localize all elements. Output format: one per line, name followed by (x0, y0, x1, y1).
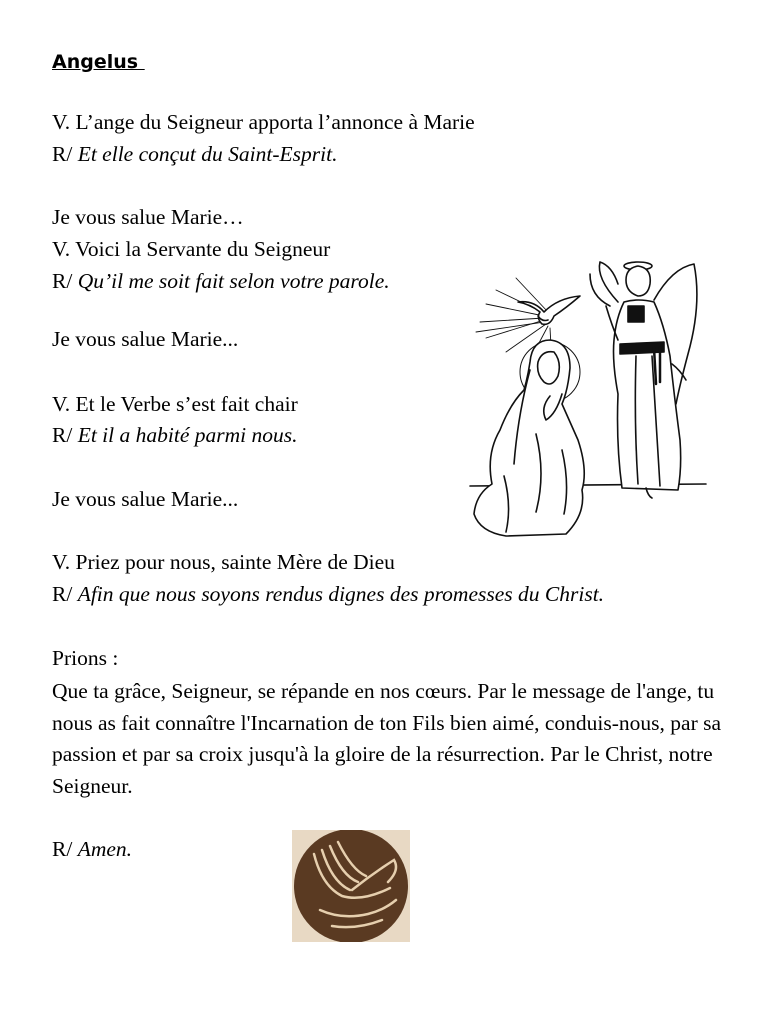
response-prefix: R/ (52, 582, 78, 606)
response-text: Et il a habité parmi nous. (77, 423, 298, 447)
prayer-heading: Prions : (52, 646, 119, 670)
versicle-3: V. Et le Verbe s’est fait chair (52, 392, 298, 416)
final-response (52, 836, 132, 862)
document-title: Angelus (52, 51, 145, 73)
mary-figure (474, 340, 584, 536)
response-text: Amen. (77, 837, 133, 861)
prayer-text: Que ta grâce, Seigneur, se répande en nos cœurs. Par le message de l'ange, tu nous as fait connaître l'Incarnation de ton Fils bien aimé, conduis-nous, par sa passion et par sa croix jusqu'à la gloire de la résurrection. Par le Christ, notre Seigneur. (52, 679, 722, 798)
holy-spirit-dove (518, 296, 580, 324)
angel-figure (590, 262, 697, 498)
annunciation-illustration (466, 244, 710, 540)
response-text: Qu’il me soit fait selon votre parole. (77, 269, 390, 293)
response-4 (52, 581, 604, 607)
response-text: Afin que nous soyons rendus dignes des promesses du Christ. (77, 582, 605, 606)
response-prefix: R/ (52, 142, 78, 166)
hail-mary-1: Je vous salue Marie… (52, 205, 244, 229)
response-text: Et elle conçut du Saint-Esprit. (77, 142, 338, 166)
hail-mary-3: Je vous salue Marie... (52, 487, 239, 511)
versicle-1: V. L’ange du Seigneur apporta l’annonce à Marie (52, 110, 475, 134)
versicle-2: V. Voici la Servante du Seigneur (52, 237, 331, 261)
versicle-4: V. Priez pour nous, sainte Mère de Dieu (52, 550, 395, 574)
response-prefix: R/ (52, 837, 78, 861)
response-prefix: R/ (52, 423, 78, 447)
hail-mary-2: Je vous salue Marie... (52, 327, 239, 351)
response-3 (52, 422, 297, 448)
response-1 (52, 141, 337, 167)
dove-logo-icon (292, 830, 410, 942)
logo-disc (294, 830, 408, 942)
response-2 (52, 268, 390, 294)
response-prefix: R/ (52, 269, 78, 293)
